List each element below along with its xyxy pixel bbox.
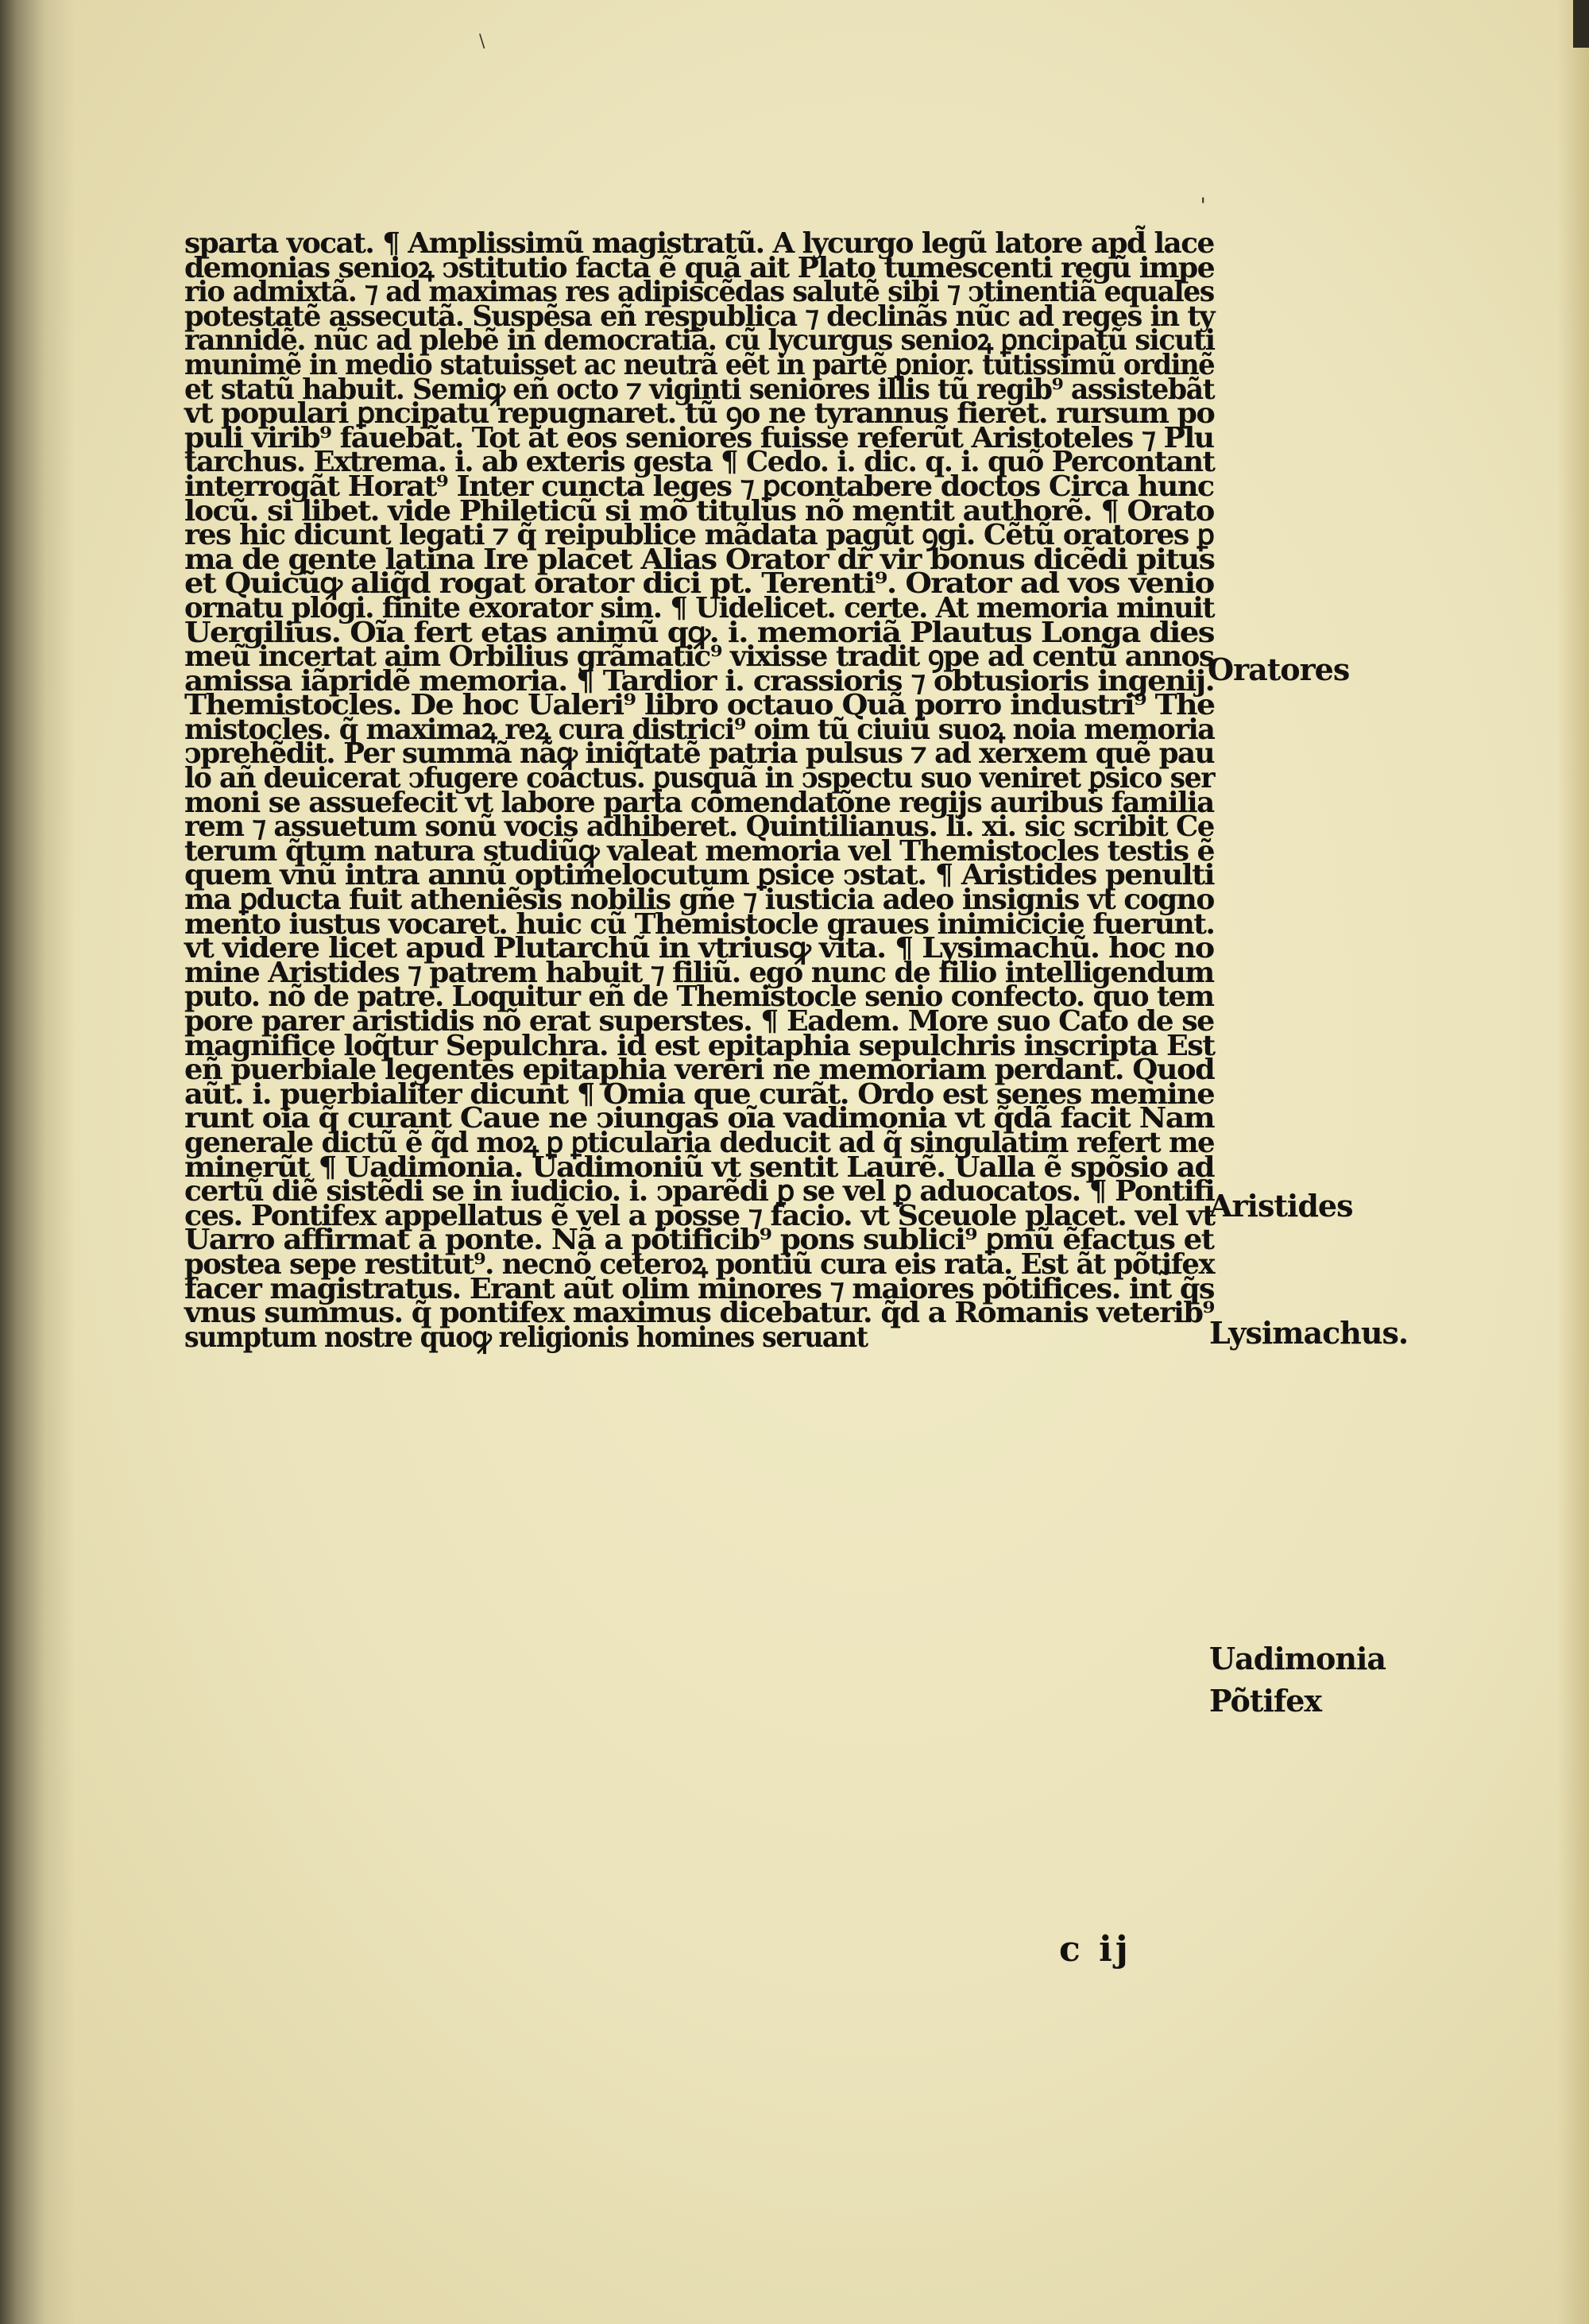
margin-note-pontifex: Põtifex xyxy=(1209,1683,1322,1719)
text-line: runt oia q̃ curant Caue ne ↄiungas oĩa vadimonia vt q̃dã facit Nam xyxy=(184,1102,1215,1135)
text-line: demonias senioꝝ ↄstitutio facta ẽ quã ait Plato tumescenti regũ impe xyxy=(184,251,1215,284)
text-line: facer magistratus. Erant aũt olim minores ⁊ maiores põtifices. int̃ q̃s xyxy=(184,1272,1214,1305)
text-line: res hic dicunt legati ⁊ q̃ reipublice mãdata pagũt ꝯgi. Cẽtũ oratores ꝑ xyxy=(184,519,1214,552)
text-line: ornatu plogi. finite exorator sim. ¶ Uidelicet. certe. At memoria minuit xyxy=(184,591,1215,625)
text-line: et Quicũꝙ aliq̃d rogat orator dici pt. Terenti⁹. Orator ad vos venio xyxy=(184,567,1214,601)
text-line: lo añ deuicerat ↄfugere coactus. ꝑusquã in ↄspectu suo veniret ꝑsico ser xyxy=(184,762,1215,795)
text-line: sparta vocat. ¶ Amplissimũ magistratũ. A lycurgo legũ latore apd̃ lace xyxy=(184,227,1214,260)
text-line: puto. nõ de patre. Loquitur eñ de Themistocle senio confecto. quo tem xyxy=(184,980,1214,1014)
text-line: vnus summus. q̃ pontifex maximus dicebatur. q̃d a Romanis veterib⁹ xyxy=(184,1297,1214,1330)
text-line: et statũ habuit. Semiꝙ eñ octo ⁊ viginti seniores illis tũ regib⁹ assistebãt xyxy=(184,373,1215,406)
text-line: sumptum nostre quoꝙ religionis homines seruant xyxy=(184,1321,868,1354)
text-line: minerũt ¶ Uadimonia. Uadimoniũ vt sentit Laurẽ. Ualla ẽ spõsio ad xyxy=(184,1150,1214,1184)
signature-mark: c ij xyxy=(1059,1929,1131,1970)
text-line: munimẽ in medio statuisset ac neutrã eẽt in partẽ ꝑnior. tutissimũ ordinẽ xyxy=(184,348,1215,381)
text-line: eñ puerbiale legentes epitaphia vereri ne memoriam perdant. Quod xyxy=(184,1054,1215,1087)
text-line: Uarro affirmat a ponte. Nã a põtificib⁹ pons sublici⁹ ꝑmũ ẽfactus et xyxy=(184,1224,1214,1257)
text-line: Uergilius. Oĩa fert etas animũ qꝙ. i. memoriã Plautus Longa dies xyxy=(184,616,1214,649)
text-line: vt populari ꝑncipatu repugnaret. tũ ꝯo ne tyrannus fieret. rursum po xyxy=(184,397,1215,431)
text-line: puli virib⁹ fauebãt. Tot ãt eos seniores fuisse referũt Aristoteles ⁊ Plu xyxy=(184,421,1214,454)
text-line: ma ꝑducta fuit atheniẽsis nobilis gñe ⁊ iusticia adeo insignis vt cogno xyxy=(184,884,1214,917)
text-line: magnifice loq̃tur Sepulchra. id est epitaphia sepulchris inscripta Est xyxy=(184,1029,1215,1062)
text-line: mento iustus vocaret. huic cũ Themistocle graues inimicicie fuerunt. xyxy=(184,907,1215,941)
margin-note-vadimonia: Uadimonia xyxy=(1209,1641,1386,1676)
text-line: mistocles. q̃ maximaꝝ reꝝ cura districi⁹ oim tũ ciuiũ suoꝝ noia memoria xyxy=(184,713,1215,746)
text-line: meũ incertat aim Orbilius grãmatic⁹ vixisse tradit ꝯpe ad centũ annos xyxy=(184,640,1214,674)
text-line: locũ. si libet. vide Phileticũ si mõ titulus nõ mentit authorẽ. ¶ Orato xyxy=(184,494,1214,528)
text-line: mine Aristides ⁊ patrem habuit ⁊ filiũ. ego nunc de filio intelligendum xyxy=(184,956,1214,989)
text-line: vt videre licet apud Plutarchũ in vtriusꝙ vita. ¶ Lysimachũ. hoc no xyxy=(184,932,1214,965)
text-line: aũt. i. puerbialiter dicunt ¶ Omia que curãt. Ordo est senes memine xyxy=(184,1077,1215,1111)
ink-speck: ˌ xyxy=(1200,179,1207,207)
text-line: rannidẽ. nũc ad plebẽ in democratiã. cũ lycurgus senioꝝ ꝑncipatũ sicuti xyxy=(184,324,1215,358)
page-corner xyxy=(1573,0,1589,48)
text-line: Themistocles. De hoc Ualeri⁹ libro octauo Quã porro industri⁹ The xyxy=(184,689,1215,722)
text-line: ↄprehẽdit. Per summã nãꝙ iniq̃tatẽ patria pulsus ⁊ ad xerxem quẽ pau xyxy=(184,737,1215,771)
text-line: ces. Pontifex appellatus ẽ vel a posse ⁊ facio. vt Sceuole placet. vel vt xyxy=(184,1199,1215,1232)
text-line: moni se assuefecit vt labore parta cõmendatõne regijs auribus familia xyxy=(184,786,1214,819)
text-line: interrogãt Horat⁹ Inter cuncta leges ⁊ ꝑcontabere doctos Circa hunc xyxy=(184,470,1214,503)
text-line: tarchus. Extrema. i. ab exteris gesta ¶ Cedo. i. dic. q. i. quõ Percontant xyxy=(184,446,1215,479)
text-line: generale dictũ ẽ q̃d moꝝ ꝑ ꝑticularia deducit ad q̃ singulatim refert me xyxy=(184,1126,1215,1159)
page-edge xyxy=(1557,0,1589,2324)
text-line: quem vnũ intra annũ optimelocutum ꝑsice ↄstat. ¶ Aristides penulti xyxy=(184,859,1214,892)
margin-note-lysimachus: Lysimachus. xyxy=(1209,1315,1409,1351)
text-line: certũ diẽ sistẽdi se in iudicio. i. ↄparẽdi ꝑ se vel ꝑ aduocatos. ¶ Pontifi xyxy=(184,1175,1215,1208)
text-line: terum q̃tum natura studiũꝙ valeat memoria vel Themistocles testis ẽ xyxy=(184,834,1215,868)
commentary-text-block xyxy=(184,227,1215,1354)
text-line: ma de gente latina Ire placet Alias Orator dr̃ vir bonus dicẽdi pitus xyxy=(184,543,1215,576)
text-line: pore parer aristidis nõ erat superstes. ¶ Eadem. More suo Cato de se xyxy=(184,1005,1214,1038)
text-line: amissa iãpridẽ memoria. ¶ Tardior i. crassioris ⁊ obtusioris ingenij. xyxy=(184,664,1215,698)
text-line: postea sepe restitut⁹. necnõ ceteroꝝ pontiũ cura eis rata. Est ãt põtifex xyxy=(184,1247,1215,1281)
text-line: rio admixtã. ⁊ ad maximas res adipiscẽdas salutẽ sibi ⁊ ↄtinentiã equales xyxy=(184,276,1214,309)
text-line: rem ⁊ assuetum sonũ vocis adhiberet. Quintilianus. li. xi. sic scribit Ce xyxy=(184,810,1214,844)
text-line: potestatẽ assecutã. Suspẽsa eñ respublica ⁊ declinãs nũc ad reges in ty xyxy=(184,300,1215,333)
gutter-shadow xyxy=(0,0,75,2324)
margin-note-aristides: Aristides xyxy=(1209,1188,1353,1224)
ink-speck: \ xyxy=(479,32,485,52)
margin-note-oratores: Oratores xyxy=(1208,652,1350,687)
